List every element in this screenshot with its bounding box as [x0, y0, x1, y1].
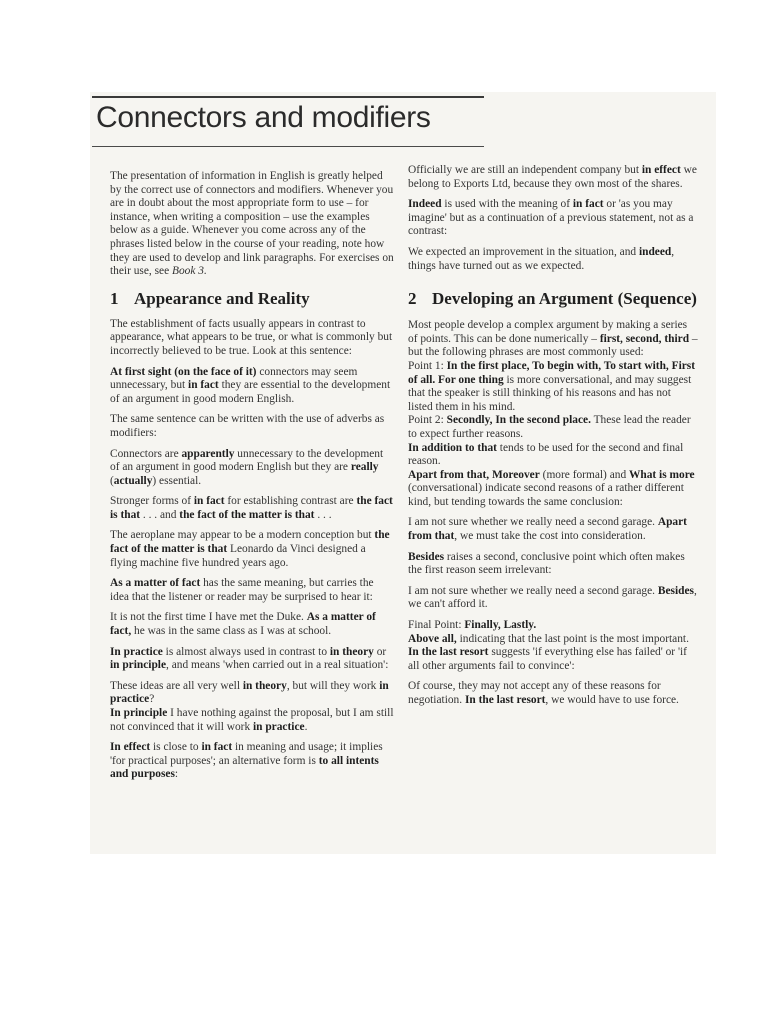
final-point-paragraph [408, 619, 698, 633]
text-run: , things have turned out as we expected. [408, 245, 675, 272]
text-run: – but the following phrases are most commonly used: [408, 332, 698, 359]
bold-phrase: to all intents and purposes [110, 754, 379, 781]
paragraph [408, 551, 698, 578]
text-run: ( [110, 474, 114, 487]
text-run: is almost always used in contrast to [162, 645, 330, 658]
text-run: , we can't afford it. [408, 584, 697, 611]
bold-phrase: In the first place, To begin with, To start with, First of all. For one thing [408, 359, 696, 386]
bold-phrase: (on the face of it) [174, 365, 257, 378]
text-run: Officially we are still an independent company but [408, 164, 642, 176]
bold-phrase: in practice [110, 679, 389, 706]
bold-phrase: in fact [572, 198, 604, 211]
example-paragraph [408, 585, 698, 612]
text-run: Most people develop a complex argument by making a series of points. This can be done numerically – [408, 319, 688, 345]
text-run: for establishing contrast are [224, 495, 357, 508]
paragraph [110, 495, 394, 522]
text-run: in meaning and usage; it implies 'for practical purposes'; an alternative form is [110, 741, 383, 767]
bold-phrase: Secondly, In the second place. [446, 414, 591, 427]
bold-phrase: in theory [242, 679, 287, 692]
paragraph [110, 577, 394, 604]
text-run: I am not sure whether we really need a second garage. [408, 516, 658, 529]
title-rule-bottom [92, 146, 484, 147]
bold-phrase: really [350, 461, 379, 474]
bold-phrase: As a matter of fact [110, 577, 201, 590]
example-paragraph [110, 707, 394, 734]
bold-phrase: In practice [110, 645, 163, 658]
text-run: tends to be used for the second and final reason. [408, 441, 684, 468]
paragraph [408, 442, 698, 469]
bold-phrase: In effect [110, 741, 151, 754]
paragraph: The same sentence can be written with the use of adverbs as modifiers: [110, 413, 385, 439]
text-run: is more conversational, and may suggest that the speaker is still thinking of his reasons and has not listed them in his mind. [408, 373, 692, 413]
paragraph [408, 198, 698, 239]
text-run: I am not sure whether we really need a second garage. [408, 584, 658, 597]
bold-phrase: Apart from that [408, 516, 687, 543]
text-run: ? [149, 693, 155, 706]
text-run: raises a second, conclusive point which often makes the first reason seem irrelevant: [408, 550, 685, 577]
section-1-heading [110, 289, 394, 309]
bold-phrase: As a matter of fact, [110, 611, 376, 638]
example-paragraph [110, 680, 394, 707]
text-run: . . . and [140, 508, 180, 521]
paragraph: The establishment of facts usually appears in contrast to appearance, what appears to be true, or what is commonly but incorrectly believed to be true. Look at this sentence: [110, 317, 393, 357]
paragraph [408, 646, 698, 673]
bold-phrase: Above all, [408, 632, 457, 645]
section-2-heading [408, 289, 698, 309]
text-run: . [304, 720, 308, 733]
example-paragraph [110, 448, 394, 489]
text-run: The aeroplane may appear to be a modern conception but [110, 529, 375, 542]
bold-phrase: In the last resort [464, 694, 546, 706]
text-run: We expected an improvement in the situation, and [408, 245, 639, 258]
paragraph [408, 319, 698, 360]
text-run: we belong to Exports Ltd, because they own most of the shares. [408, 164, 697, 190]
paragraph [110, 646, 394, 673]
text-run: is used with the meaning of [441, 198, 573, 211]
bold-phrase: What is more [629, 468, 695, 481]
bold-phrase: actually [113, 474, 153, 487]
bold-phrase: In addition to that [408, 441, 497, 454]
bold-phrase: the fact of the matter is that [179, 508, 315, 521]
example-paragraph [110, 366, 394, 407]
bold-phrase: Indeed [408, 198, 442, 211]
page-title: Connectors and modifiers [96, 101, 431, 134]
example-paragraph [408, 246, 698, 273]
text-run: or 'as you may imagine' but as a continuation of a previous statement, not as a contrast: [408, 198, 694, 238]
text-run: Of course, they may not accept any of these reasons for negotiation. [408, 680, 661, 706]
text-run: they are essential to the development of an argument in good modern English. [110, 379, 391, 405]
text-run: . . . [314, 508, 332, 521]
point-2-paragraph [408, 414, 698, 441]
paragraph [408, 469, 698, 510]
bold-phrase: in effect [641, 164, 681, 176]
bold-phrase: At first sight [110, 365, 172, 378]
bold-phrase: in fact [188, 379, 219, 392]
bold-phrase: in theory [329, 645, 374, 658]
intro-paragraph [110, 170, 394, 279]
bold-phrase: In principle [110, 707, 168, 719]
bold-phrase: In the last resort [408, 646, 489, 659]
right-column [408, 164, 698, 715]
text-run: , but will they work [286, 679, 380, 692]
section-number: 2 [408, 289, 417, 309]
bold-phrase: in practice [253, 720, 305, 733]
text-run: , and means 'when carried out in a real situation': [166, 659, 389, 672]
bold-phrase: apparently [181, 447, 235, 460]
bold-phrase: the fact is that [110, 495, 393, 521]
text-run: unnecessary to the development of an argument in good modern English but they are [110, 447, 384, 474]
text-run: Stronger forms of [110, 495, 194, 508]
text-run: he was in the same class as I was at school. [131, 625, 332, 638]
text-run: These ideas are all very well [110, 679, 243, 692]
intro-text: The presentation of information in English is greatly helped by the correct use of connectors and modifiers. Whenever you are in doubt about the most appropriate form to use – for instance, when writing a composition – use the examples below as a guide. Whenever you come across any of the phrases listed below in the course of your reading, note how they are used to develop and link paragraphs. For exercises on their use, see [110, 170, 394, 278]
example-paragraph [110, 529, 394, 570]
text-run: Final Point: [408, 619, 465, 632]
text-run: Leonardo da Vinci designed a flying machine five hundred years ago. [110, 543, 366, 569]
text-run: has the same meaning, but carries the idea that the listener or reader may be surprised to hear it: [110, 577, 374, 603]
text-run: or [373, 645, 387, 658]
section-title: Developing an Argument (Sequence) [432, 289, 697, 309]
example-paragraph [408, 516, 698, 543]
text-run: , we would have to use force. [545, 694, 679, 706]
text-run: indicating that the last point is the most important. [456, 632, 689, 645]
text-run: Connectors are [110, 447, 182, 460]
text-run: Point 2: [408, 414, 447, 427]
text-run: (conversational) indicate second reasons of a rather different kind, but tending towards the same conclusion: [408, 482, 684, 508]
bold-phrase: Besides [408, 550, 445, 563]
text-run: connectors may seem unnecessary, but [110, 365, 358, 392]
text-run: These lead the reader to expect further reasons. [408, 414, 691, 440]
text-run: : [174, 768, 179, 781]
book-reference: Book 3. [172, 265, 207, 278]
bold-phrase: Apart from that, Moreover [408, 468, 540, 481]
text-run: is close to [150, 741, 202, 754]
section-title: Appearance and Reality [134, 288, 310, 308]
paragraph [110, 741, 394, 782]
bold-phrase: in principle [110, 659, 167, 672]
text-run: ) essential. [152, 474, 202, 487]
text-run: Point 1: [408, 359, 447, 372]
bold-phrase: in fact [193, 495, 225, 508]
section-number: 1 [110, 288, 119, 308]
text-run: I have nothing against the proposal, but I am still not convinced that it will work [110, 707, 394, 733]
example-paragraph [408, 164, 698, 191]
example-paragraph [408, 680, 698, 707]
bold-phrase: first, second, third [599, 332, 690, 345]
bold-phrase: indeed [638, 245, 672, 258]
bold-phrase: the fact of the matter is that [110, 529, 390, 556]
point-1-paragraph [408, 360, 698, 414]
example-paragraph [110, 611, 394, 638]
text-run: , we must take the cost into consideration. [454, 530, 646, 543]
text-run: suggests 'if everything else has failed' or 'if all other arguments fail to convince': [408, 646, 687, 672]
paragraph [408, 633, 698, 647]
bold-phrase: Finally, Lastly. [464, 619, 537, 632]
bold-phrase: in fact [201, 741, 233, 754]
bold-phrase: Besides [657, 584, 694, 597]
text-run: It is not the first time I have met the Duke. [110, 611, 307, 624]
text-run: (more formal) and [539, 468, 629, 481]
left-column [110, 170, 394, 789]
